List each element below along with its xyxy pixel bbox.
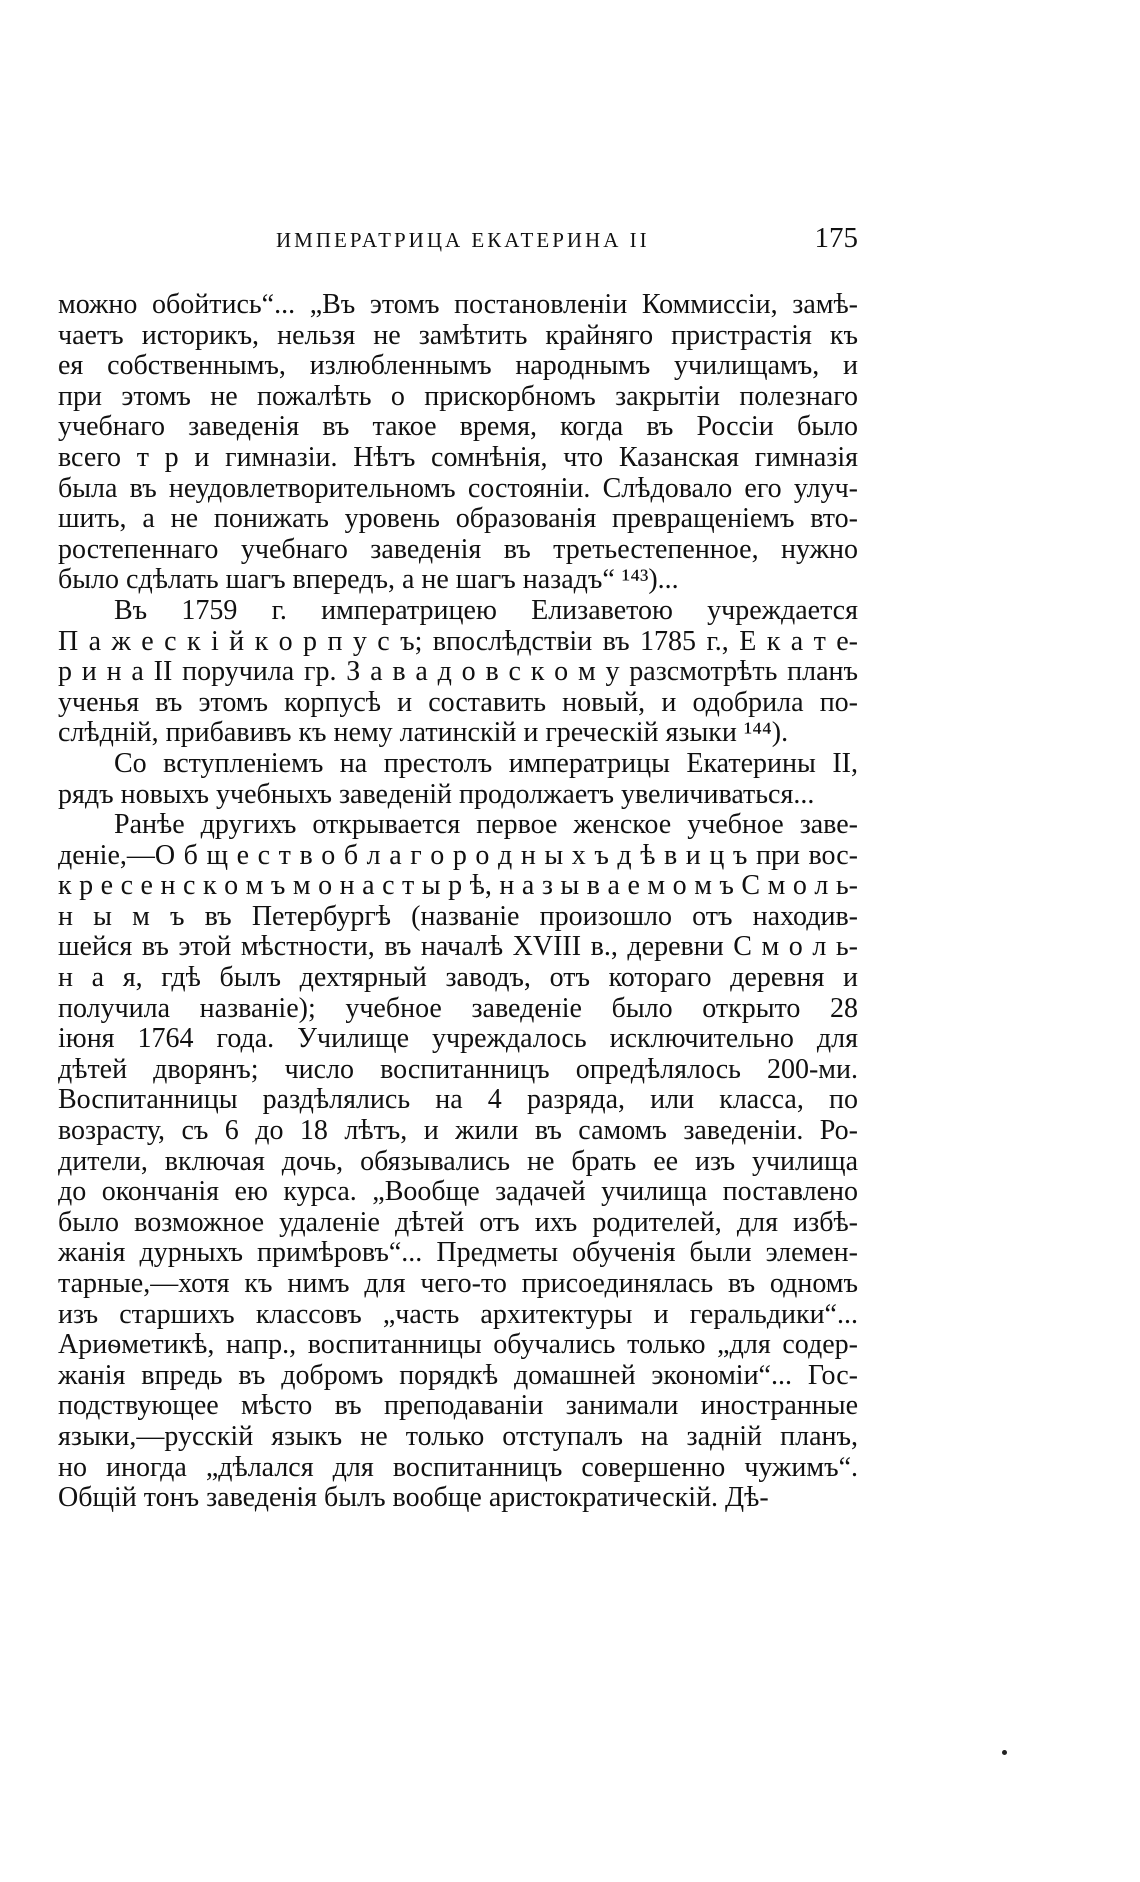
text-line: ученья въ этомъ корпусѣ и составить новый, и одобрила по- — [58, 686, 858, 718]
text-line: дѣтей дворянъ; число воспитанницъ опредѣлялось 200-ми. — [58, 1053, 858, 1085]
paragraph — [58, 290, 858, 596]
text-line: изъ старшихъ классовъ „часть архитектуры и геральдики“... — [58, 1298, 858, 1330]
text-line: тарные,—хотя къ нимъ для чего-то присоединялась въ одномъ — [58, 1268, 858, 1299]
text-line: ростепеннаго учебнаго заведенія въ третьестепенное, нужно — [58, 533, 858, 565]
text-line: было возможное удаленіе дѣтей отъ ихъ родителей, для избѣ- — [58, 1206, 858, 1238]
text-line: жанія впредь въ добромъ порядкѣ домашней экономіи“... Гос- — [58, 1359, 858, 1391]
text-line: можно обойтись“... „Въ этомъ постановленіи Коммиссіи, замѣ- — [58, 289, 858, 320]
text-line: жанія дурныхъ примѣровъ“... Предметы обученія были элемен- — [58, 1237, 858, 1269]
text-line: чаетъ историкъ, нельзя не замѣтить крайняго пристрастія къ — [58, 319, 858, 351]
text-line: шить, а не понижать уровень образованія превращеніемъ вто- — [58, 503, 858, 535]
text-line: языки,—русскій языкъ не только отступалъ на задній планъ, — [58, 1420, 858, 1452]
running-title: ИМПЕРАТРИЦА ЕКАТЕРИНА II — [276, 228, 650, 252]
text-line: ея собственнымъ, излюбленнымъ народнымъ училищамъ, и — [58, 350, 858, 382]
text-line: дители, включая дочь, обязывались не брать ее изъ училища — [58, 1145, 858, 1177]
text-line: учебнаго заведенія въ такое время, когда въ Россіи было — [58, 411, 858, 443]
speck-mark — [1002, 1750, 1007, 1755]
text-line: Ранѣе другихъ открывается первое женское учебное заве- — [114, 809, 858, 841]
paragraph — [58, 810, 858, 1514]
text-line: но иногда „дѣлался для воспитанницъ совершенно чужимъ“. — [58, 1451, 858, 1483]
text-line: деніе,—О б щ е с т в о б л а г о р о д н ы х ъ д ѣ в и ц ъ при вос- — [58, 839, 858, 871]
text-line: подствующее мѣсто въ преподаваніи занимали иностранные — [58, 1390, 858, 1422]
text-line: при этомъ не пожалѣть о прискорбномъ закрытіи полезнаго — [58, 380, 858, 412]
text-line: возрасту, съ 6 до 18 лѣтъ, и жили въ самомъ заведеніи. Ро- — [58, 1115, 858, 1147]
text-line: было сдѣлать шагъ впередъ, а не шагъ назадъ“ ¹⁴³)... — [58, 564, 679, 596]
text-line: получила названіе); учебное заведеніе было открыто 28 — [58, 992, 858, 1024]
running-head — [58, 222, 858, 262]
text-line: іюня 1764 года. Училище учреждалось исключительно для — [58, 1023, 858, 1055]
text-line: н ы м ъ въ Петербургѣ (названіе произошло отъ находив- — [58, 900, 858, 932]
text-line: слѣдній, прибавивъ къ нему латинскій и греческій языки ¹⁴⁴). — [58, 717, 789, 749]
text-line: Воспитанницы раздѣлялись на 4 разряда, или класса, по — [58, 1084, 858, 1116]
text-line: Общій тонъ заведенія былъ вообще аристократическій. Дѣ- — [58, 1482, 769, 1514]
paragraph — [58, 749, 858, 810]
text-line: рядъ новыхъ учебныхъ заведеній продолжаетъ увеличиваться... — [58, 778, 815, 810]
paragraph — [58, 596, 858, 749]
text-line: П а ж е с к і й к о р п у с ъ; впослѣдствіи въ 1785 г., Е к а т е- — [58, 625, 858, 657]
text-line: всего т р и гимназіи. Нѣтъ сомнѣнія, что Казанская гимназія — [58, 441, 858, 473]
text-line: р и н а II поручила гр. З а в а д о в с к о м у разсмотрѣть планъ — [58, 656, 858, 688]
text-line: Со вступленіемъ на престолъ императрицы Екатерины II, — [114, 747, 858, 779]
text-line: шейся въ этой мѣстности, въ началѣ XVIII в., деревни С м о л ь- — [58, 931, 858, 963]
page-number: 175 — [814, 222, 858, 254]
text-line: до окончанія ею курса. „Вообще задачей училища поставлено — [58, 1176, 858, 1208]
body-text — [58, 290, 858, 1514]
text-line: н а я, гдѣ былъ дехтярный заводъ, отъ котораго деревня и — [58, 962, 858, 994]
text-line: Въ 1759 г. императрицею Елизаветою учреждается — [114, 594, 858, 626]
text-line: к р е с е н с к о м ъ м о н а с т ы р ѣ, н а з ы в а е м о м ъ С м о л ь- — [58, 870, 858, 902]
text-line: была въ неудовлетворительномъ состояніи. Слѣдовало его улуч- — [58, 472, 858, 504]
text-line: Ариѳметикѣ, напр., воспитанницы обучались только „для содер- — [58, 1329, 858, 1361]
